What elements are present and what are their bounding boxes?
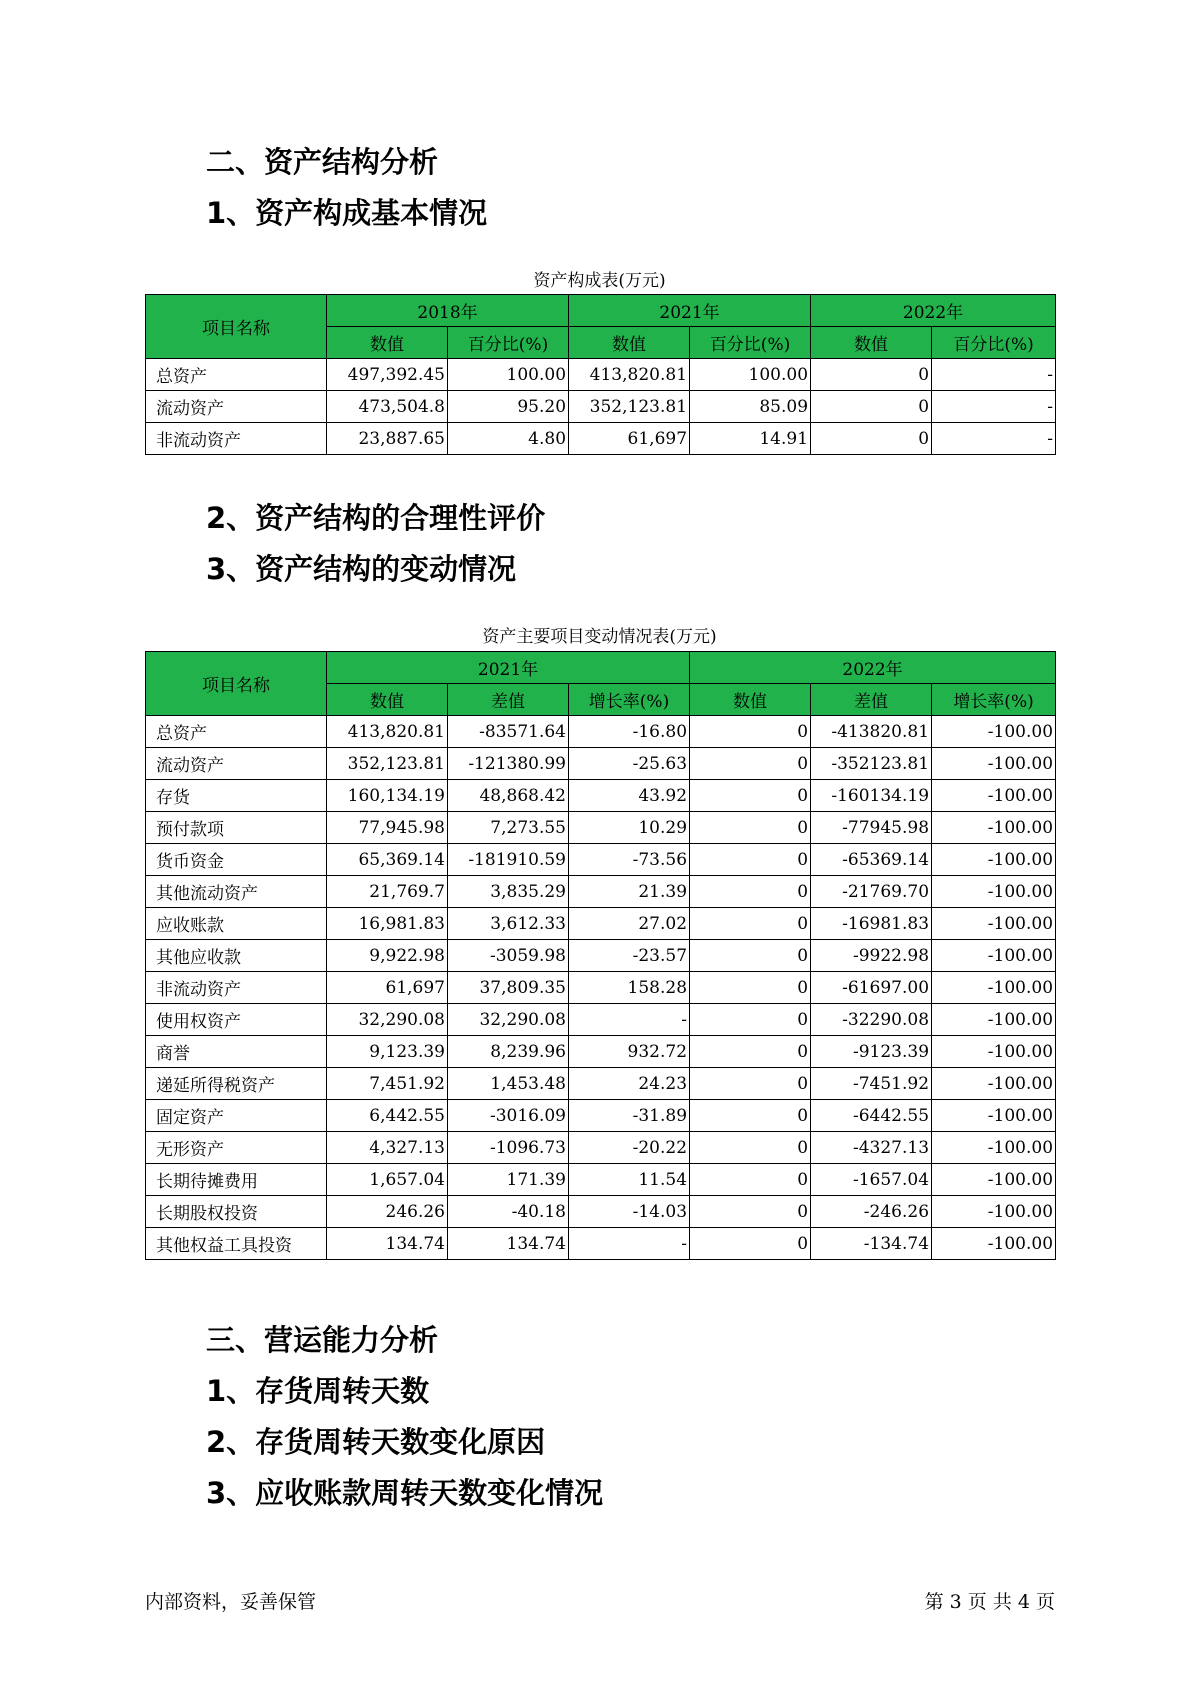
table-cell: 1,453.48 <box>448 1068 569 1100</box>
table-cell: -20.22 <box>569 1132 690 1164</box>
table2-row <box>146 1068 1056 1100</box>
table-cell: -100.00 <box>932 1164 1056 1196</box>
row-label: 长期待摊费用 <box>146 1164 327 1196</box>
row-label: 总资产 <box>146 716 327 748</box>
row-label: 存货 <box>146 780 327 812</box>
table-cell: 32,290.08 <box>448 1004 569 1036</box>
table-cell: -61697.00 <box>811 972 932 1004</box>
table-cell: 10.29 <box>569 812 690 844</box>
table-cell: -100.00 <box>932 716 1056 748</box>
table1-year-header: 2022年 <box>811 295 1056 327</box>
table2-row <box>146 1228 1056 1260</box>
table1-subheader: 百分比(%) <box>690 327 811 359</box>
table-cell: -1657.04 <box>811 1164 932 1196</box>
table-cell: - <box>932 391 1056 423</box>
table-cell: 932.72 <box>569 1036 690 1068</box>
table-cell: -100.00 <box>932 812 1056 844</box>
table-cell: 0 <box>690 1068 811 1100</box>
table-cell: 37,809.35 <box>448 972 569 1004</box>
table-cell: 100.00 <box>690 359 811 391</box>
table1-caption: 资产构成表(万元) <box>533 271 666 291</box>
table-cell: 3,835.29 <box>448 876 569 908</box>
row-label: 其他权益工具投资 <box>146 1228 327 1260</box>
table-cell: 21,769.7 <box>327 876 448 908</box>
table-cell: 16,981.83 <box>327 908 448 940</box>
table-cell: 160,134.19 <box>327 780 448 812</box>
table-cell: 61,697 <box>569 423 690 455</box>
table-cell: -100.00 <box>932 972 1056 1004</box>
table-cell: -25.63 <box>569 748 690 780</box>
table1-year-header-row <box>146 295 1056 327</box>
row-label: 流动资产 <box>146 391 327 423</box>
table-cell: 352,123.81 <box>569 391 690 423</box>
section-heading-asset-structure: 二、资产结构分析 <box>206 145 439 179</box>
table1-year-header: 2018年 <box>327 295 569 327</box>
table-cell: 171.39 <box>448 1164 569 1196</box>
table-cell: -16.80 <box>569 716 690 748</box>
table-cell: 497,392.45 <box>327 359 448 391</box>
table1-subheader: 百分比(%) <box>932 327 1056 359</box>
row-label: 预付款项 <box>146 812 327 844</box>
table-cell: 77,945.98 <box>327 812 448 844</box>
table1-row <box>146 423 1056 455</box>
table-cell: 23,887.65 <box>327 423 448 455</box>
table2-subheader: 增长率(%) <box>569 684 690 716</box>
table-cell: 4.80 <box>448 423 569 455</box>
row-label: 总资产 <box>146 359 327 391</box>
row-label: 无形资产 <box>146 1132 327 1164</box>
section-heading-operating-capacity: 三、营运能力分析 <box>206 1323 439 1357</box>
table2-subheader: 差值 <box>811 684 932 716</box>
table-cell: -100.00 <box>932 1196 1056 1228</box>
table1-row <box>146 359 1056 391</box>
table-cell: -1096.73 <box>448 1132 569 1164</box>
table-cell: 85.09 <box>690 391 811 423</box>
table1-year-header: 2021年 <box>569 295 811 327</box>
table2-row <box>146 844 1056 876</box>
table-cell: 1,657.04 <box>327 1164 448 1196</box>
table-cell: -83571.64 <box>448 716 569 748</box>
table-cell: 246.26 <box>327 1196 448 1228</box>
table-cell: 7,451.92 <box>327 1068 448 1100</box>
table-cell: - <box>569 1004 690 1036</box>
table-cell: 32,290.08 <box>327 1004 448 1036</box>
row-label: 流动资产 <box>146 748 327 780</box>
table-cell: 11.54 <box>569 1164 690 1196</box>
table2-row <box>146 1196 1056 1228</box>
table-cell: -3059.98 <box>448 940 569 972</box>
table2-year-header-row <box>146 652 1056 684</box>
table2-body <box>146 716 1056 1260</box>
table-cell: -77945.98 <box>811 812 932 844</box>
table2-year-header: 2021年 <box>327 652 690 684</box>
table-cell: -4327.13 <box>811 1132 932 1164</box>
table1-subheader: 数值 <box>811 327 932 359</box>
table2-row <box>146 812 1056 844</box>
table-cell: -9123.39 <box>811 1036 932 1068</box>
row-label: 使用权资产 <box>146 1004 327 1036</box>
table-cell: -7451.92 <box>811 1068 932 1100</box>
table2-row <box>146 1004 1056 1036</box>
table-cell: 0 <box>690 908 811 940</box>
table-cell: -21769.70 <box>811 876 932 908</box>
table2-caption: 资产主要项目变动情况表(万元) <box>482 627 717 647</box>
table-cell: 24.23 <box>569 1068 690 1100</box>
row-label: 其他流动资产 <box>146 876 327 908</box>
table-cell: -100.00 <box>932 1100 1056 1132</box>
subheading-structure-changes: 3、资产结构的变动情况 <box>206 552 517 586</box>
table-cell: 8,239.96 <box>448 1036 569 1068</box>
table-cell: 6,442.55 <box>327 1100 448 1132</box>
table-cell: 0 <box>811 391 932 423</box>
table2-row <box>146 1132 1056 1164</box>
subheading-asset-composition: 1、资产构成基本情况 <box>206 196 488 230</box>
table-cell: 134.74 <box>448 1228 569 1260</box>
table-cell: -100.00 <box>932 908 1056 940</box>
table1-row <box>146 391 1056 423</box>
table2-name-header: 项目名称 <box>146 652 327 716</box>
row-label: 非流动资产 <box>146 423 327 455</box>
table-cell: 0 <box>690 812 811 844</box>
table-cell: 0 <box>690 1036 811 1068</box>
table-cell: 0 <box>690 748 811 780</box>
table-cell: -32290.08 <box>811 1004 932 1036</box>
table2-row <box>146 940 1056 972</box>
table-cell: 134.74 <box>327 1228 448 1260</box>
table-cell: 0 <box>690 1004 811 1036</box>
subheading-inventory-turnover-reasons: 2、存货周转天数变化原因 <box>206 1425 546 1459</box>
table-cell: -100.00 <box>932 1228 1056 1260</box>
table-cell: 0 <box>690 876 811 908</box>
table-cell: -181910.59 <box>448 844 569 876</box>
table-cell: 0 <box>690 1164 811 1196</box>
table-cell: -100.00 <box>932 1068 1056 1100</box>
table-cell: 413,820.81 <box>327 716 448 748</box>
subheading-inventory-turnover: 1、存货周转天数 <box>206 1374 430 1408</box>
table2-row <box>146 972 1056 1004</box>
table-cell: 7,273.55 <box>448 812 569 844</box>
table-cell: 0 <box>690 780 811 812</box>
table-cell: 352,123.81 <box>327 748 448 780</box>
table-cell: -100.00 <box>932 1004 1056 1036</box>
table-cell: -6442.55 <box>811 1100 932 1132</box>
asset-composition-table <box>145 294 1056 455</box>
row-label: 递延所得税资产 <box>146 1068 327 1100</box>
table-cell: -100.00 <box>932 748 1056 780</box>
table-cell: 0 <box>811 423 932 455</box>
table-cell: 21.39 <box>569 876 690 908</box>
footer-page-number: 第 3 页 共 4 页 <box>924 1591 1055 1613</box>
table-cell: 0 <box>690 716 811 748</box>
subheading-receivables-turnover: 3、应收账款周转天数变化情况 <box>206 1476 604 1510</box>
table-cell: 9,123.39 <box>327 1036 448 1068</box>
table-cell: 61,697 <box>327 972 448 1004</box>
table1-body <box>146 359 1056 455</box>
table-cell: 0 <box>690 1228 811 1260</box>
table-cell: -246.26 <box>811 1196 932 1228</box>
table-cell: -160134.19 <box>811 780 932 812</box>
table-cell: -3016.09 <box>448 1100 569 1132</box>
table-cell: 0 <box>811 359 932 391</box>
table1-name-header: 项目名称 <box>146 295 327 359</box>
table-cell: 0 <box>690 972 811 1004</box>
asset-change-table <box>145 651 1056 1260</box>
table-cell: -100.00 <box>932 780 1056 812</box>
table-cell: 0 <box>690 1132 811 1164</box>
table-cell: 0 <box>690 1100 811 1132</box>
row-label: 固定资产 <box>146 1100 327 1132</box>
table2-row <box>146 1036 1056 1068</box>
row-label: 货币资金 <box>146 844 327 876</box>
table1-subheader: 百分比(%) <box>448 327 569 359</box>
table-cell: 3,612.33 <box>448 908 569 940</box>
table-cell: -9922.98 <box>811 940 932 972</box>
table-cell: 95.20 <box>448 391 569 423</box>
table-cell: 14.91 <box>690 423 811 455</box>
table2-year-header: 2022年 <box>690 652 1056 684</box>
table-cell: -100.00 <box>932 876 1056 908</box>
row-label: 商誉 <box>146 1036 327 1068</box>
table-cell: 158.28 <box>569 972 690 1004</box>
row-label: 应收账款 <box>146 908 327 940</box>
table2-subheader: 增长率(%) <box>932 684 1056 716</box>
table-cell: -73.56 <box>569 844 690 876</box>
table-cell: - <box>932 359 1056 391</box>
table2-row <box>146 1100 1056 1132</box>
table-cell: 4,327.13 <box>327 1132 448 1164</box>
table-cell: -134.74 <box>811 1228 932 1260</box>
table-cell: 27.02 <box>569 908 690 940</box>
table-cell: 0 <box>690 1196 811 1228</box>
row-label: 长期股权投资 <box>146 1196 327 1228</box>
table-cell: -413820.81 <box>811 716 932 748</box>
table-cell: -100.00 <box>932 844 1056 876</box>
table2-row <box>146 1164 1056 1196</box>
table-cell: -40.18 <box>448 1196 569 1228</box>
row-label: 其他应收款 <box>146 940 327 972</box>
table-cell: - <box>569 1228 690 1260</box>
table-cell: 48,868.42 <box>448 780 569 812</box>
table2-subheader: 差值 <box>448 684 569 716</box>
table-cell: -100.00 <box>932 940 1056 972</box>
footer-confidential-note: 内部资料，妥善保管 <box>145 1591 317 1613</box>
table2-subheader: 数值 <box>690 684 811 716</box>
table-cell: -100.00 <box>932 1036 1056 1068</box>
table-cell: -23.57 <box>569 940 690 972</box>
table2-row <box>146 876 1056 908</box>
table-cell: 43.92 <box>569 780 690 812</box>
table-cell: - <box>932 423 1056 455</box>
table-cell: 65,369.14 <box>327 844 448 876</box>
table2-row <box>146 716 1056 748</box>
table2-subheader: 数值 <box>327 684 448 716</box>
table-cell: -16981.83 <box>811 908 932 940</box>
subheading-structure-evaluation: 2、资产结构的合理性评价 <box>206 501 546 535</box>
table-cell: 473,504.8 <box>327 391 448 423</box>
table-cell: -100.00 <box>932 1132 1056 1164</box>
table2-row <box>146 908 1056 940</box>
table-cell: -65369.14 <box>811 844 932 876</box>
table-cell: 9,922.98 <box>327 940 448 972</box>
table-cell: -31.89 <box>569 1100 690 1132</box>
table-cell: -14.03 <box>569 1196 690 1228</box>
table-cell: 0 <box>690 844 811 876</box>
table-cell: 413,820.81 <box>569 359 690 391</box>
table-cell: 0 <box>690 940 811 972</box>
table1-subheader: 数值 <box>327 327 448 359</box>
table-cell: -352123.81 <box>811 748 932 780</box>
row-label: 非流动资产 <box>146 972 327 1004</box>
table2-row <box>146 748 1056 780</box>
table-cell: 100.00 <box>448 359 569 391</box>
table1-subheader: 数值 <box>569 327 690 359</box>
table-cell: -121380.99 <box>448 748 569 780</box>
table2-row <box>146 780 1056 812</box>
